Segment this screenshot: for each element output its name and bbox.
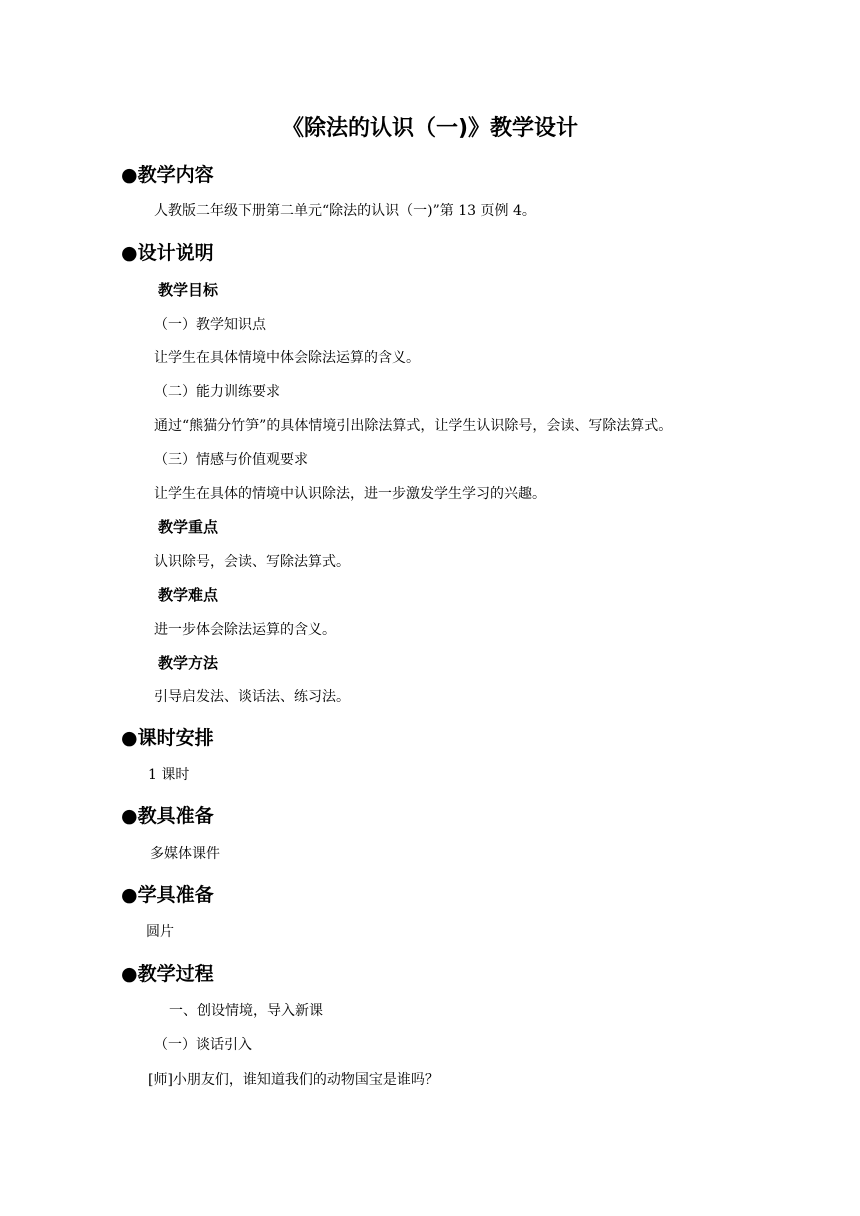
process-step1-sub: （一）谈话引入: [154, 1037, 252, 1053]
subheading-difficulties: 教学难点: [158, 586, 219, 604]
heading-teaching-process: ●教学过程: [121, 963, 214, 985]
goal3-label: （三）情感与价值观要求: [154, 452, 308, 468]
methods-text: 引导启发法、谈话法、练习法。: [154, 689, 350, 705]
goal2-text: 通过“熊猫分竹笋”的具体情境引出除法算式，让学生认识除号，会读、写除法算式。: [154, 418, 673, 434]
goal2-label: （二）能力训练要求: [154, 384, 280, 400]
heading-design-notes: ●设计说明: [121, 242, 214, 264]
heading-student-tools: ●学具准备: [121, 884, 214, 906]
teaching-content-text: 人教版二年级下册第二单元“除法的认识（一)”第 13 页例 4。: [154, 203, 536, 219]
subheading-methods: 教学方法: [158, 654, 219, 672]
goal1-label: （一）教学知识点: [154, 317, 266, 333]
key-points-text: 认识除号，会读、写除法算式。: [154, 554, 350, 570]
heading-teacher-tools: ●教具准备: [121, 805, 214, 827]
goal1-text: 让学生在具体情境中体会除法运算的含义。: [154, 350, 420, 366]
difficulties-text: 进一步体会除法运算的含义。: [154, 622, 336, 638]
process-step1: 一、创设情境，导入新课: [169, 1003, 323, 1019]
process-line1: [师]小朋友们，谁知道我们的动物国宝是谁吗？: [148, 1072, 439, 1088]
subheading-teaching-goals: 教学目标: [158, 281, 219, 299]
document-title: 《除法的认识（一)》教学设计: [281, 116, 579, 141]
teacher-tools-text: 多媒体课件: [150, 846, 220, 862]
goal3-text: 让学生在具体的情境中认识除法，进一步激发学生学习的兴趣。: [154, 486, 546, 502]
heading-teaching-content: ●教学内容: [121, 164, 214, 186]
schedule-text: 1 课时: [148, 767, 190, 783]
heading-schedule: ●课时安排: [121, 727, 214, 749]
student-tools-text: 圆片: [146, 924, 174, 940]
subheading-key-points: 教学重点: [158, 518, 219, 536]
